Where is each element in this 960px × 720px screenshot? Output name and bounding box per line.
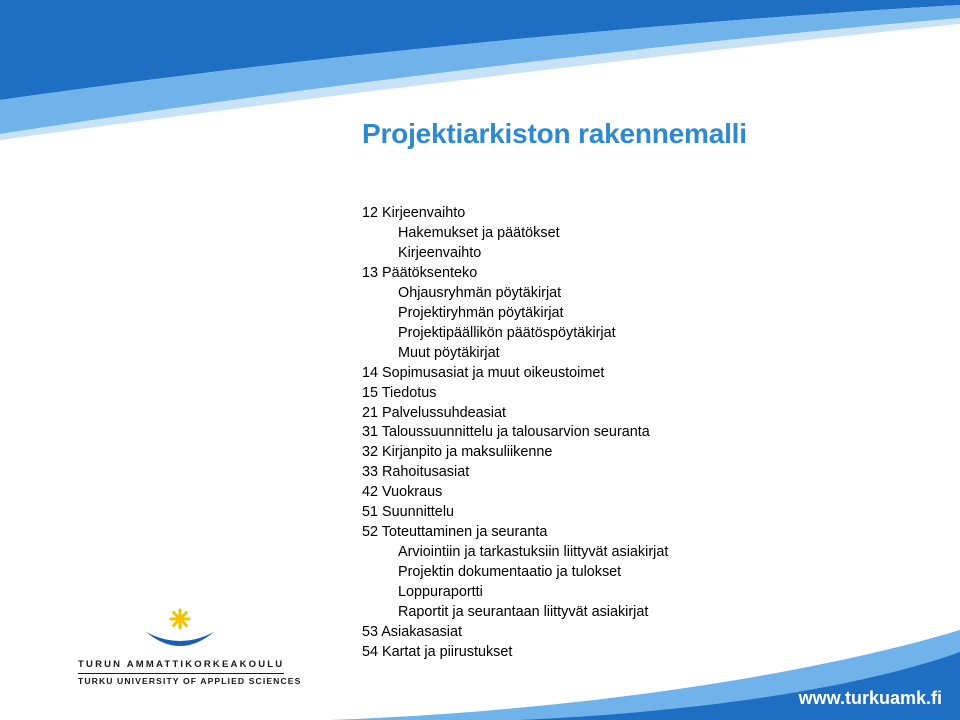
outline-item: 32 Kirjanpito ja maksuliikenne (362, 444, 553, 461)
outline-subitem: Projektin dokumentaatio ja tulokset (398, 564, 622, 581)
outline-item: 21 Palvelussuhdeasiat (362, 404, 507, 421)
outline-subitem: Projektiryhmän pöytäkirjat (398, 304, 564, 321)
outline-item: 52 Toteuttaminen ja seuranta (362, 524, 548, 541)
outline-subitem: Loppuraportti (398, 584, 483, 601)
outline-subitem: Kirjeenvaihto (398, 244, 482, 261)
outline-item: 14 Sopimusasiat ja muut oikeustoimet (362, 364, 605, 381)
outline-subitem: Muut pöytäkirjat (398, 344, 500, 361)
outline-item: 33 Rahoitusasiat (362, 464, 470, 481)
footer-website-link[interactable]: www.turkuamk.fi (798, 688, 942, 708)
outline-subitem: Raportit ja seurantaan liittyvät asiakirjat (398, 604, 649, 621)
outline-item: 53 Asiakasasiat (362, 624, 462, 641)
outline-item: 13 Päätöksenteko (362, 264, 478, 281)
outline-subitem: Hakemukset ja päätökset (398, 224, 560, 241)
outline-item: 15 Tiedotus (362, 384, 437, 401)
logo-name-english: TURKU UNIVERSITY OF APPLIED SCIENCES (78, 676, 302, 686)
outline-subitem: Ohjausryhmän pöytäkirjat (398, 284, 562, 301)
slide-title: Projektiarkiston rakennemalli (362, 118, 747, 149)
logo-name-finnish: TURUN AMMATTIKORKEAKOULU (78, 659, 285, 670)
outline-item: 42 Vuokraus (362, 484, 443, 501)
outline-subitem: Arviointiin ja tarkastuksiin liittyvät asiakirjat (398, 544, 669, 561)
outline-item: 54 Kartat ja piirustukset (362, 643, 513, 660)
archive-outline (362, 204, 668, 663)
outline-item: 31 Taloussuunnittelu ja talousarvion seuranta (362, 424, 650, 441)
outline-subitem: Projektipäällikön päätöspöytäkirjat (398, 324, 616, 341)
outline-item: 51 Suunnittelu (362, 504, 455, 521)
outline-item: 12 Kirjeenvaihto (362, 205, 466, 221)
